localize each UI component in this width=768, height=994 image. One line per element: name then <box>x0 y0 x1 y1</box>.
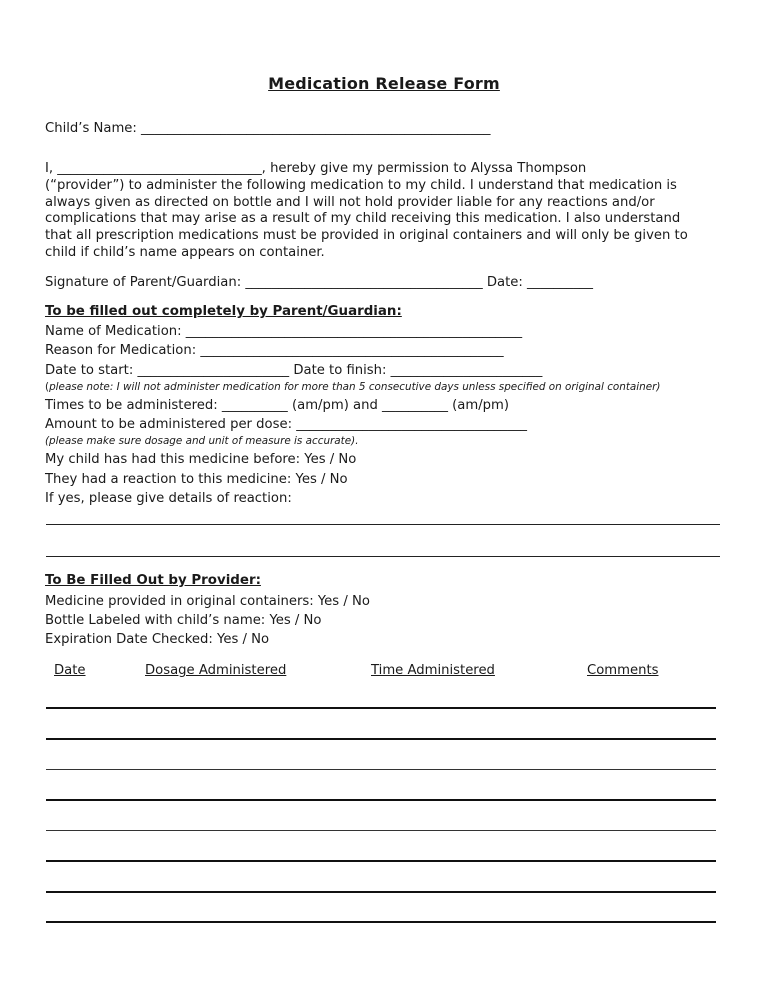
page-title: Medication Release Form <box>268 74 500 93</box>
column-header-dosage: Dosage Administered <box>145 663 287 678</box>
column-header-date: Date <box>54 663 86 678</box>
log-row-line[interactable] <box>46 799 716 801</box>
log-row-line[interactable] <box>46 830 716 831</box>
reason-field[interactable]: Reason for Medication: ______________________________________________ <box>45 343 504 358</box>
original-containers-question[interactable]: Medicine provided in original containers: Yes / No <box>45 594 370 609</box>
log-row-line[interactable] <box>46 860 716 862</box>
had-before-question[interactable]: My child has had this medicine before: Yes / No <box>45 452 357 467</box>
log-row-line[interactable] <box>46 769 716 770</box>
permission-line: that all prescription medications must be provided in original containers and will only be given to <box>45 228 688 244</box>
log-row-line[interactable] <box>46 707 716 709</box>
provider-section-heading: To Be Filled Out by Provider: <box>45 573 261 588</box>
permission-paragraph <box>45 161 735 262</box>
reaction-question[interactable]: They had a reaction to this medicine: Yes / No <box>45 472 348 487</box>
column-header-time: Time Administered <box>371 663 495 678</box>
permission-line: always given as directed on bottle and I will not hold provider liable for any reactions and/or <box>45 194 655 210</box>
signature-field[interactable]: Signature of Parent/Guardian: ____________________________________ Date: __________ <box>45 275 593 290</box>
amount-field[interactable]: Amount to be administered per dose: ___________________________________ <box>45 417 528 432</box>
dates-field[interactable]: Date to start: _______________________ Date to finish: _______________________ <box>45 363 543 378</box>
log-row-line[interactable] <box>46 738 716 740</box>
medication-name-field[interactable]: Name of Medication: ___________________________________________________ <box>45 324 523 339</box>
permission-line: complications that may arise as a result of my child receiving this medication. I also understand <box>45 211 681 227</box>
reaction-details-line[interactable] <box>46 524 720 525</box>
note-body: please note: I will not administer medication for more than 5 consecutive days unless specified on original container) <box>49 381 661 393</box>
parent-section-heading: To be filled out completely by Parent/Guardian: <box>45 304 402 319</box>
childs-name-field[interactable]: Child’s Name: _____________________________________________________ <box>45 121 491 136</box>
column-header-comments: Comments <box>587 663 659 678</box>
permission-line: (“provider”) to administer the following medication to my child. I understand that medication is <box>45 177 677 193</box>
permission-line: child if child’s name appears on container. <box>45 244 325 260</box>
expiration-question[interactable]: Expiration Date Checked: Yes / No <box>45 632 270 647</box>
log-row-line[interactable] <box>46 921 716 923</box>
reaction-details-label: If yes, please give details of reaction: <box>45 491 292 506</box>
dosage-note: (please make sure dosage and unit of measure is accurate). <box>45 435 359 447</box>
log-row-line[interactable] <box>46 891 716 893</box>
days-limit-note <box>45 381 660 393</box>
note-open-paren: ( <box>45 381 50 393</box>
times-field[interactable]: Times to be administered: __________ (am/pm) and __________ (am/pm) <box>45 398 510 413</box>
permission-line: I, _______________________________, hereby give my permission to Alyssa Thompson <box>45 161 587 176</box>
bottle-labeled-question[interactable]: Bottle Labeled with child’s name: Yes / No <box>45 613 322 628</box>
reaction-details-line[interactable] <box>46 556 720 557</box>
